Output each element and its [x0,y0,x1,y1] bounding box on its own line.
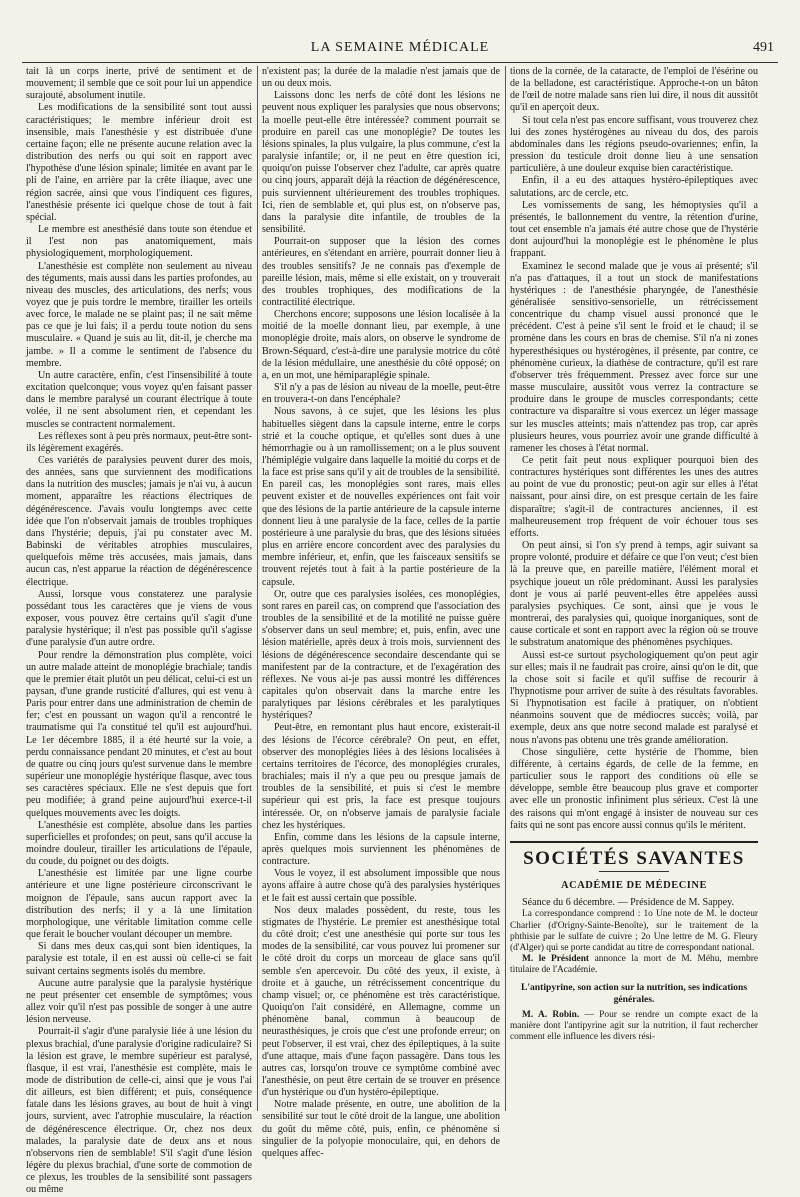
paragraph: Enfin, comme dans les lésions de la capsule interne, après quelques mois surviennent les phénomènes de contracture. [262,831,500,868]
robin-name: M. A. Robin. [522,1009,580,1020]
column-divider-left [257,66,258,1111]
paragraph: Vous le voyez, il est absolument impossible que nous ayons affaire à autre chose qu'à des paralysies hystériques et le fait est aussi certain que possible. [262,868,500,904]
paragraph: tait là un corps inerte, privé de sentiment et de mouvement; il semble que ce soit pour lui un appendice surajouté, absolument inutile. [26,66,252,102]
paragraph: S'il n'y a pas de lésion au niveau de la moelle, peut-être en trouvera-t-on dans l'encéphale? [262,382,500,406]
paragraph: Pourrait-on supposer que la lésion des cornes antérieures, en s'étendant en arrière, pourrait donner lieu à des troubles sensitifs? Je ne connais pas d'exemple de pareille lésion, mais, même si elle existait, on y trouverait des troubles trophiques, des modifications de la contractilité électrique. [262,236,500,308]
session-line: Séance du 6 décembre. — Présidence de M. Sappey. [522,897,735,909]
president-text: annonce la mort de M. Méhu, membre titulaire de l'Académie. [510,954,759,976]
paragraph: Si tout cela n'est pas encore suffisant, vous trouverez chez lui des zones hystérogènes au niveau du dos, des parois abdominales dans les régions pseudo-ovariennes; enfin, la pression du testicule droit donne lieu à une sensation particulière, à une douleur exquise bien caractéristique. [510,114,758,175]
paragraph: Notre malade présente, en outre, une abolition de la sensibilité sur tout le côté droit de la langue, une abolition du goût du même côté, puis, enfin, ce phénomène si singulier de la polyopie monoculaire, qui, en dehors de quelques affec- [262,1099,500,1159]
academy-heading: ACADÉMIE DE MÉDECINE [561,880,707,891]
president-paragraph [510,954,758,976]
paragraph: Pourrait-il s'agir d'une paralysie liée à une lésion du plexus brachial, d'une paralysie d'origine radiculaire? Si la lésion est grave, le membre supérieur est paralysé, flasque, il est vrai, l'anesthésie est complète, mais le mode de distribution de celle-ci, ainsi que je vous l'ai dit ailleurs, est bien différent; et puis, conséquence fatale dans les lésions graves, au bout de huit à vingt jours, survient, avec l'atrophie musculaire, la réaction de dégénérescence électrique. Or, chez nos deux malades, la paralysie date de deux ans et nous n'observons rien de semblable! S'il s'agit d'une lésion légère du plexus brachial, d'une sorte de commotion de ce plexus, les troubles de la sensibilité sont passagers ou même [26,1026,252,1196]
paragraph: Un autre caractère, enfin, c'est l'insensibilité à toute excitation quelconque; vous voyez qu'en faisant passer dans le membre paralysé un courant électrique à toute volée, il ne sent absolument rien, et cependant les muscles se contractent normalement. [26,369,252,430]
paragraph: Cherchons encore; supposons une lésion localisée à la moitié de la moelle donnant lieu, par exemple, à une monoplégie droite, mais alors, on observe le syndrome de Brown-Séquard, c'est-à-dire une paralysie motrice du côté de la lésion médullaire, une anesthésie du côté opposé; on a, en un mot, une hémiparaplégie spinale. [262,309,500,381]
paragraph: Le membre est anesthésié dans toute son étendue et il l'est non pas anatomiquement, mais physiologiquement, morphologiquement. [26,224,252,260]
column-middle [262,66,500,1159]
paragraph: Pour rendre la démonstration plus complète, voici un autre malade atteint de monoplégie brachiale; tandis que le premier était plutôt un peu délicat, celui-ci est un paysan, d'une grande rusticité d'allures, qui est venu à Paris pour entrer dans une administration de chemin de fer; c'est en poussant un wagon qu'il a rencontré le traumatisme qui l'a constitué tel qu'il est aujourd'hui. Le 1er décembre 1885, il a été heurté sur la voie, a perdu connaissance pendant 20 minutes, et c'est au bout de quatre ou cinq jours qu'est survenue dans le membre supérieur une monoplégie hystérique flasque, avec tous ses caractères spéciaux. Elle ne s'est depuis que fort peu modifiée; à grand peine aujourd'hui exerce-t-il quelques mouvements avec les doigts. [26,649,252,819]
column-left [26,66,252,1196]
robin-text: — Pour se rendre un compte exact de la manière dont l'antipyrine agit sur la nutrition, il faut rechercher comment elle influence les divers rési- [510,1009,759,1043]
journal-title: LA SEMAINE MÉDICALE [310,40,490,55]
paragraph: Les réflexes sont à peu près normaux, peut-être sont-ils légèrement exagérés. [26,430,252,454]
paragraph: Aussi, lorsque vous constaterez une paralysie possédant tous les caractères que je viens de vous exposer, vous pouvez être certains qu'il s'agit d'une paralysie hystérique; il n'est pas possible qu'il s'agisse d'une paralysie d'un autre ordre. [26,588,252,649]
page-number: 491 [753,40,774,55]
robin-paragraph [510,1010,758,1044]
paragraph: Si dans mes deux cas,qui sont bien identiques, la paralysie est totale, il en est aussi où celle-ci se fait suivant certains segments isolés du membre. [26,941,252,977]
paragraph: Laissons donc les nerfs de côté dont les lésions ne peuvent nous expliquer les paralysies que nous observons; la moelle peut-elle être intéressée? comment pourrait se produire en pareil cas une monoplégie? De toutes les lésions spinales, la plus vulgaire, la plus commune, c'est la paralysie infantile; or, il ne peut en être question ici, quoiqu'on puisse l'observer chez l'adulte, car après quatre ou cinq jours, apparaît déjà la réaction de dégénérescence, puis surviennent ultérieurement des troubles trophiques. Ici, rien de semblable et, qui plus est, on n'observe pas, dans la paralysie dite infantile, de troubles de la sensibilité. [262,90,500,236]
paragraph: L'anesthésie est limitée par une ligne courbe antérieure et une ligne postérieure circonscrivant le moignon de l'épaule, sans aucun rapport avec la distribution des nerfs; il y a là une limitation morphologique, une véritable limitation comme celle que ferait le boucher voulant découper un membre. [26,868,252,941]
paragraph: Examinez le second malade que je vous ai présenté; s'il n'a pas d'attaques, il a tout un stock de manifestations hystériques : de l'anesthésie pharyngée, de l'anesthésie généralisée sensitivo-sensorielle, un rétrécissement concentrique du champ visuel aussi prononcé que le précédent. C'est à peine s'il sent le froid et le chaud; il se promène dans les cours en bras de chemise. S'il n'a ni zones hyperesthésiques ou hystérogènes, il présente, par contre, ce phénomène curieux, la diathèse de contracture, qu'il est rare d'observer très fréquemment. Pressez avec force sur une masse musculaire, aussitôt vous verrez la contracture se produire dans le groupe de muscles correspondants; cette contracture va disparaître si vous exercez un léger massage sur les muscles atteints; mais n'attendez pas trop, car après plusieurs heures, vous pourriez avoir une grande difficulté à ramener les choses à l'état normal. [510,260,758,454]
paragraph: On peut ainsi, si l'on s'y prend à temps, agir suivant sa propre volonté, produire et défaire ce que l'on veut; c'est bien là la preuve que, en pareille matière, l'élément moral et psychique joueut un rôle prédominant. Aussi les paralysies dont je vous ai parlé peuvent-elles être appelées aussi paralysies psychiques. Ce sont, ainsi que je vous le montrerai, des paralysies qui, quoique inorganiques, sont de cause corticale et sont en rapport avec la région où se trouve le substratum anatomique des phénomènes psychiques. [510,540,758,649]
paragraph: Chose singulière, cette hystérie de l'homme, bien différente, à certains égards, de celle de la femme, en particulier sous le rapport des conditions où elle se développe, semble être beaucoup plus grave et comporter avec elle un pronostic infiniment plus sérieux. C'est là une des raisons qui m'ont engagé à insister de nouveau sur ces faits qui ne sont pas encore aussi connus qu'ils le méritent. [510,746,758,831]
paragraph: n'existent pas; la durée de la maladie n'est jamais que de un ou deux mois. [262,66,500,90]
paragraph: Ces variétés de paralysies peuvent durer des mois, des années, sans que surviennent des modifications dans la nutrition des muscles; jamais je n'ai vu, à aucun moment, apparaître les réactions électriques de dégénérescence. J'avais voulu longtemps avec cette idée que l'on n'observait jamais de troubles trophiques dans l'hystérie; depuis, j'ai pu constater avec M. Babinski de véritables atrophies musculaires, quelquefois même très accusées, mais jamais, dans aucun cas, n'est apparue la réaction de dégénérescence électrique. [26,455,252,588]
paragraph: Nous savons, à ce sujet, que les lésions les plus habituelles siègent dans la capsule interne, entre le corps strié et la couche optique, et qu'elles sont dues à une hémorrhagie ou à un ramollissement; on a le plus souvent l'hémiplégie vulgaire dans laquelle la moitié du corps et de la face est prise sans qu'il y ait de troubles de la sensibilité. En pareil cas, les monoplégies sont rares, mais elles peuvent exister et de nouvelles expériences ont fait voir que des lésions de la partie antérieure de la capsule interne donnent lieu à une paralysie de la face, celles de la partie postérieure à une paralysie du bras, que des lésions situées plus en arrière encore concordent avec des paralysies du membre inférieur, et, enfin, que les faisceaux sensitifs se trouvent rejetés tout à fait à la partie postérieure de la capsule. [262,406,500,588]
correspondence-paragraph: La correspondance comprend : 1o Une note de M. le docteur Charlier (d'Origny-Sainte-Benoîte), sur le traitement de la phthisie par le sulfate de cuivre ; 2o Une lettre de M. G. Fleury (d'Alger) qui se porte candidat au titre de correspondant national. [510,909,758,953]
paragraph: Enfin, il a eu des attaques hystéro-épileptiques avec salutations, arc de cercle, etc. [510,175,758,199]
paragraph: Ce petit fait peut nous expliquer pourquoi bien des contractures hystériques sont différentes les unes des autres au point de vue du pronostic; peut-on agir sur elles à l'état naissant, pour ainsi dire, on est presque certain de les faire disparaître; s'agit-il de contractures anciennes, il est malheureusement trop fréquent de voir échouer tous ses efforts. [510,455,758,539]
section-divider [510,841,758,843]
paragraph: L'anesthésie est complète, absolue dans les parties superficielles et profondes; on peut, sans qu'il accuse la moindre douleur, tirailler les articulations de l'épaule, du coude, du poignet ou des doigts. [26,819,252,868]
paragraph: Les modifications de la sensibilité sont tout aussi caractéristiques; le membre inférieur droit est insensible, mais l'anesthésie y est distribuée d'une certaine façon; elle ne présente aucune relation avec la distribution des nerfs ou qui soit en rapport avec l'hypothèse d'une lésion spinale; limitée en avant par le pli de l'aine, en arrière par la crête iliaque, avec une région sacrée, ainsi que vous l'indiquent ces figures, l'anesthésie présente ici quelque chose de tout à fait spécial. [26,102,252,223]
column-divider-right [505,66,506,1111]
paragraph: tions de la cornée, de la cataracte, de l'emploi de l'ésérine ou de la belladone, est caractéristique. Approche-t-on un bâton de l'œil de notre malade sans rien lui dire, il nous dit aussitôt qu'il en aperçoit deux. [510,66,758,114]
column-right [510,66,758,1111]
paragraph: Les vomissements de sang, les hémoptysies qu'il a présentés, le ballonnement du ventre, la rétention d'urine, tout cet ensemble n'a jamais été autre chose que de l'hystérie dont aujourd'hui la monoplégie est le phénomène le plus frappant. [510,199,758,260]
paragraph: Aussi est-ce surtout psychologiquement qu'on peut agir sur elles; mais il ne faudrait pas croire, ainsi qu'on le dit, que la chose soit si facile et qu'il suffise de recourir à l'hypnotisme pour arriver de suite à des résultats favorables. Si l'hypnotisation est facile à pratiquer, on n'obtient néanmoins souvent que de médiocres succès; voilà, par exemple, deux ans que notre second malade est paralysé et nous n'avons pas obtenu une très grande amélioration. [510,649,758,746]
paragraph: Peut-être, en remontant plus haut encore, existerait-il des lésions de l'écorce cérébrale? On peut, en effet, observer des monoplégies liées à des lésions localisées à certains territoires de l'écorce, des monoplégies crurales, brachiales; mais il n'y a que peu ou presque jamais de troubles de la sensibilité, et puis si c'est le membre supérieur qui est pris, la face est presque toujours intéressée. Or, on n'observe jamais de paralysie faciale chez les hystériques. [262,722,500,831]
paragraph: Or, outre que ces paralysies isolées, ces monoplégies, sont rares en pareil cas, on comprend que l'association des troubles de la sensibilité et de la motilité ne puisse guère s'observer dans un seul membre; et, puis, enfin, avec une lésion matérielle, après deux à trois mois, surviennent des lésions de dégénérescence secondaire descendante qui se manifestent par de la contracture, et de l'exagération des réflexes. Ne vous ai-je pas aussi montré les différences capitales qu'on observait dans la marche entre les paralytiques par lésions cérébrales et les paralytiques hystériques? [262,588,500,722]
title-rule [599,871,669,872]
president-name: M. le Président [522,954,590,965]
communication-heading: L'antipyrine, son action sur la nutrition, ses indications générales. [520,981,748,1005]
paragraph: L'anesthésie est complète non seulement au niveau des téguments, mais aussi dans les parties profondes, au niveau des muscles, des articulations, des nerfs; vous voyez que je puis tordre le membre, tirailler les orteils avec force, le malade ne se plaint pas; il ne sait même pas ce que je lui fais; il a perdu toute notion du sens musculaire. « Quand je suis au lit, dit-il, je cherche ma jambe. » Il a comme le sentiment de l'absence du membre. [26,260,252,369]
paragraph: Aucune autre paralysie que la paralysie hystérique ne peut présenter cet ensemble de symptômes; vous allez voir qu'il n'est pas possible de songer à une autre lésion nerveuse. [26,977,252,1026]
paragraph: Nos deux malades possèdent, du reste, tous les stigmates de l'hystérie. Le premier est anesthésique total du côté droit; c'est une anesthésie qui porte sur tous les modes de la sensibilité, car vous pouvez lui promener sur le côté droit du corps un morceau de glace sans qu'il semble s'en apercevoir. Du côté des yeux, il existe, à droite et à gauche, un rétrécissement concentrique du champ visuel; or, ce phénomène est très caractéristique. Quoiqu'on l'ait considéré, en Allemagne, comme un phénomène banal, commun à beaucoup de neurasthésiques, je crois que c'est une profonde erreur; on peut l'observer, il est vrai, chez des épileptiques, à la suite d'une attaque, mais d'une façon passagère. Dans tous les autres cas, lorsqu'on trouve ce symptôme combiné avec l'anesthésie, on peut être certain de se trouver en présence d'un hystérique ou d'un hystéro-épileptique. [262,904,500,1099]
page-header [22,36,778,63]
section-title: SOCIÉTÉS SAVANTES [523,847,745,869]
